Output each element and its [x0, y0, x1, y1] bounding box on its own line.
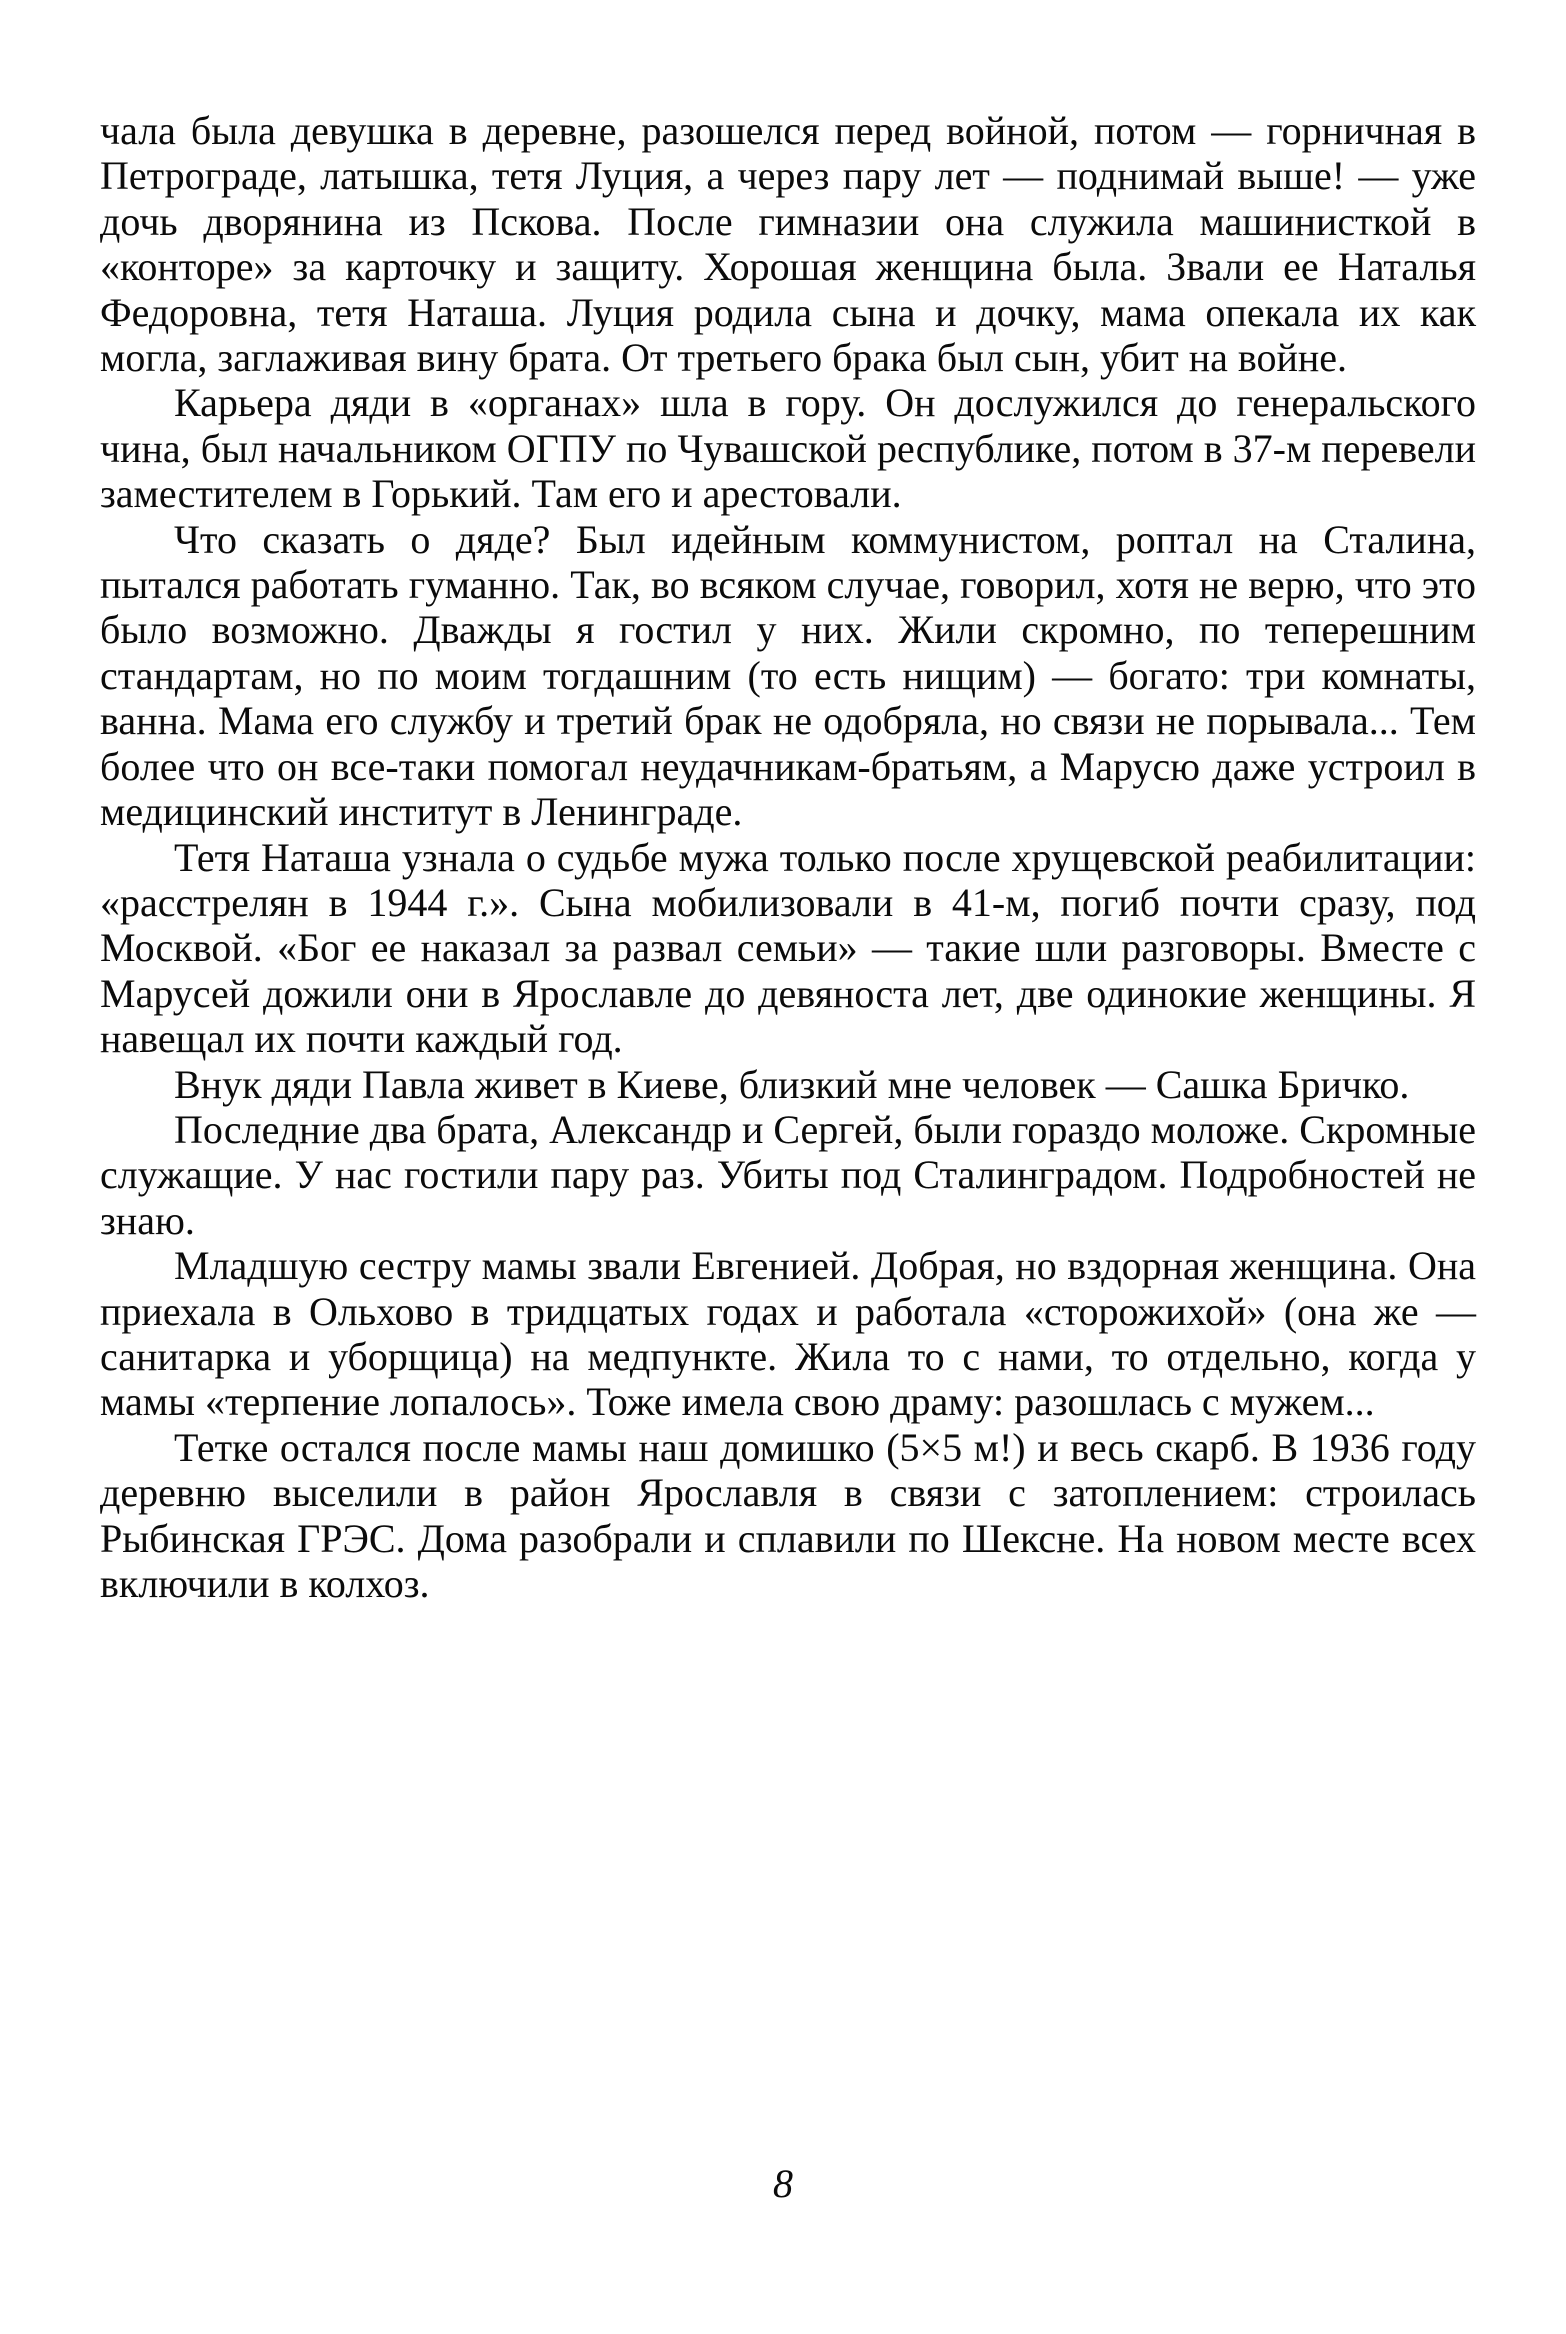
body-text — [100, 108, 1476, 1606]
paragraph-1: чала была девушка в деревне, разошелся перед войной, потом — горничная в Петрограде, латышка, тетя Луция, а через пару лет — поднимай выше! — уже дочь дворянина из Пскова. После гимназии она служила машинисткой в «конторе» за карточку и защиту. Хорошая женщина была. Звали ее Наталья Федоровна, тетя Наташа. Луция родила сына и дочку, мама опекала их как могла, заглаживая вину брата. От третьего брака был сын, убит на войне. — [100, 108, 1476, 381]
paragraph-2: Карьера дяди в «органах» шла в гору. Он дослужился до генеральского чина, был начальником ОГПУ по Чувашской республике, потом в 37-м перевели заместителем в Горький. Там его и арестовали. — [100, 380, 1476, 517]
paragraph-7: Младшую сестру мамы звали Евгенией. Добрая, но вздорная женщина. Она приехала в Ольхово в тридцатых годах и работала «сторожихой» (она же — санитарка и уборщица) на медпункте. Жила то с нами, то отдельно, когда у мамы «терпение лопалось». Тоже имела свою драму: разошлась с мужем... — [100, 1243, 1476, 1425]
paragraph-4: Тетя Наташа узнала о судьбе мужа только после хрущевской реабилитации: «расстрелян в 1944 г.». Сына мобилизовали в 41-м, погиб почти сразу, под Москвой. «Бог ее наказал за развал семьи» — такие шли разговоры. Вместе с Марусей дожили они в Ярославле до девяноста лет, две одинокие женщины. Я навещал их почти каждый год. — [100, 834, 1476, 1062]
paragraph-8: Тетке остался после мамы наш домишко (5×5 м!) и весь скарб. В 1936 году деревню выселили в район Ярославля в связи с затоплением: строилась Рыбинская ГРЭС. Дома разобрали и сплавили по Шексне. На новом месте всех включили в колхоз. — [100, 1424, 1476, 1606]
paragraph-5: Внук дяди Павла живет в Киеве, близкий мне человек — Сашка Бричко. — [174, 1061, 1410, 1107]
page-number: 8 — [773, 2161, 793, 2206]
paragraph-6: Последние два брата, Александр и Сергей, были гораздо моложе. Скромные служащие. У нас гостили пару раз. Убиты под Сталинградом. Подробностей не знаю. — [100, 1106, 1476, 1243]
paragraph-3: Что сказать о дяде? Был идейным коммунистом, роптал на Сталина, пытался работать гуманно. Так, во всяком случае, говорил, хотя не верю, что это было возможно. Дважды я гостил у них. Жили скромно, по теперешним стандартам, но по моим тогдашним (то есть нищим) — богато: три комнаты, ванна. Мама его службу и третий брак не одобряла, но связи не порывала... Тем более что он все-таки помогал неудачникам-братьям, а Марусю даже устроил в медицинский институт в Ленинграде. — [100, 516, 1476, 835]
